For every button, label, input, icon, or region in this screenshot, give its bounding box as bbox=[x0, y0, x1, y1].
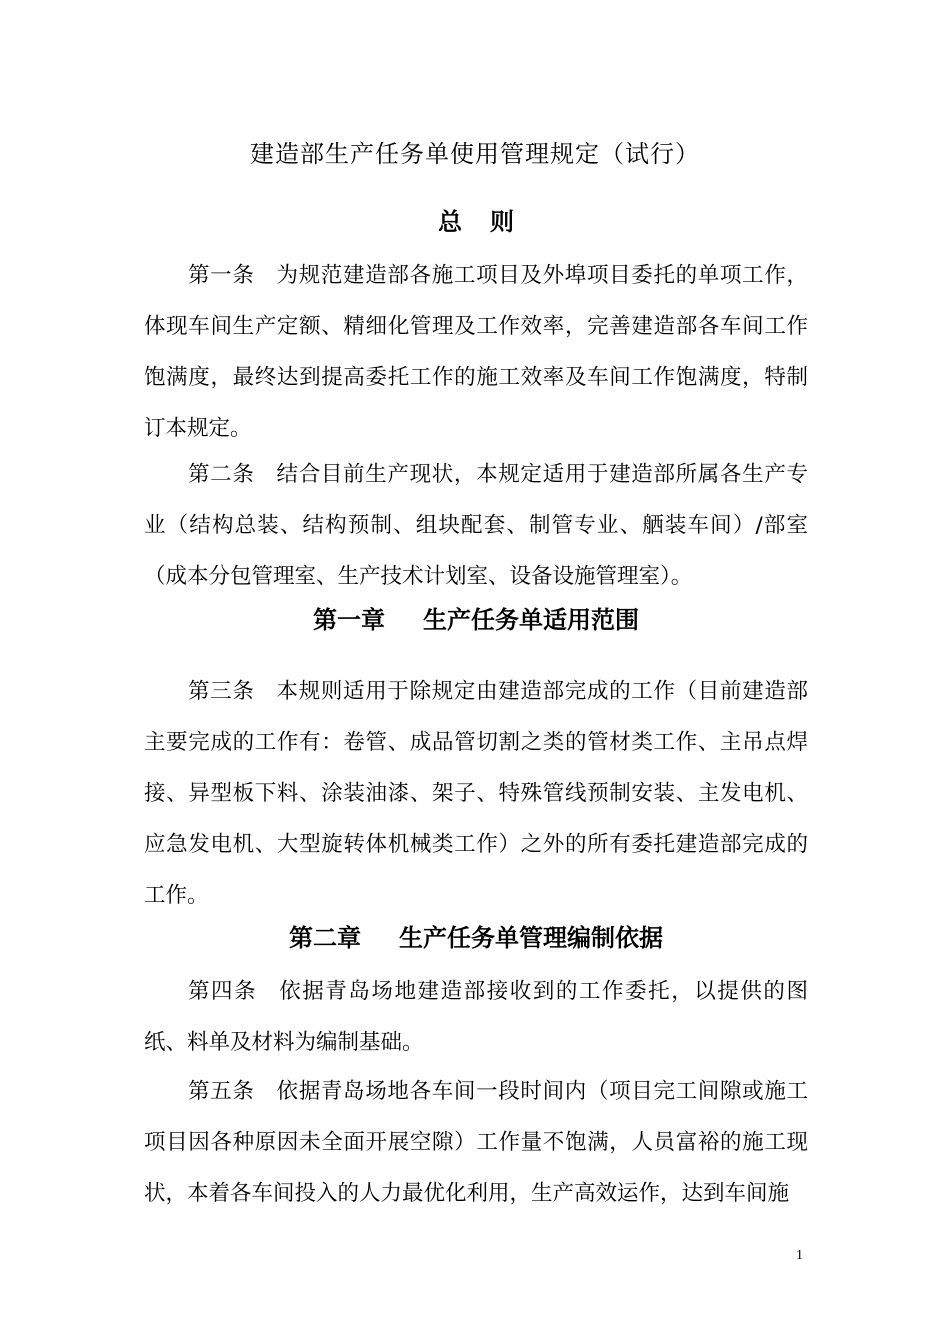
chapter-1-heading bbox=[144, 603, 808, 637]
general-provisions-heading: 总则 bbox=[438, 208, 542, 236]
chapter-number: 第二章 bbox=[289, 924, 361, 952]
article-text: 为规范建造部各施工项目及外埠项目委托的单项工作，体现车间生产定额、精细化管理及工作效率，完善建造部各车间工作饱满度，最终达到提高委托工作的施工效率及车间工作饱满度，特制订本规定。 bbox=[144, 263, 808, 441]
chapter-2-heading bbox=[144, 921, 808, 955]
article-label: 第五条 bbox=[188, 1079, 255, 1104]
document-title: 建造部生产任务单使用管理规定（试行） bbox=[250, 140, 700, 168]
chapter-title: 生产任务单管理编制依据 bbox=[399, 924, 663, 952]
article-label: 第三条 bbox=[188, 679, 255, 704]
article-label: 第一条 bbox=[188, 263, 255, 288]
article-1 bbox=[144, 250, 808, 454]
article-label: 第四条 bbox=[188, 979, 258, 1004]
article-5 bbox=[144, 1066, 808, 1219]
chapter-title: 生产任务单适用范围 bbox=[423, 606, 639, 634]
article-text: 依据青岛场地建造部接收到的工作委托，以提供的图纸、料单及材料为编制基础。 bbox=[144, 979, 808, 1055]
article-4 bbox=[144, 966, 808, 1068]
chapter-number: 第一章 bbox=[313, 606, 385, 634]
article-label: 第二条 bbox=[188, 462, 255, 487]
article-text: 依据青岛场地各车间一段时间内（项目完工间隙或施工项目因各种原因未全面开展空隙）工作量不饱满，人员富裕的施工现状，本着各车间投入的人力最优化利用，生产高效运作，达到车间施 bbox=[144, 1079, 808, 1206]
page-number: 1 bbox=[796, 1248, 803, 1263]
article-text: 结合目前生产现状，本规定适用于建造部所属各生产专业（结构总装、结构预制、组块配套、制管专业、舾装车间）/部室（成本分包管理室、生产技术计划室、设备设施管理室）。 bbox=[144, 462, 808, 589]
article-2 bbox=[144, 449, 808, 602]
article-3 bbox=[144, 666, 808, 921]
article-text: 本规则适用于除规定由建造部完成的工作（目前建造部主要完成的工作有：卷管、成品管切割之类的管材类工作、主吊点焊接、异型板下料、涂装油漆、架子、特殊管线预制安装、主发电机、应急发电机、大型旋转体机械类工作）之外的所有委托建造部完成的工作。 bbox=[144, 679, 808, 908]
